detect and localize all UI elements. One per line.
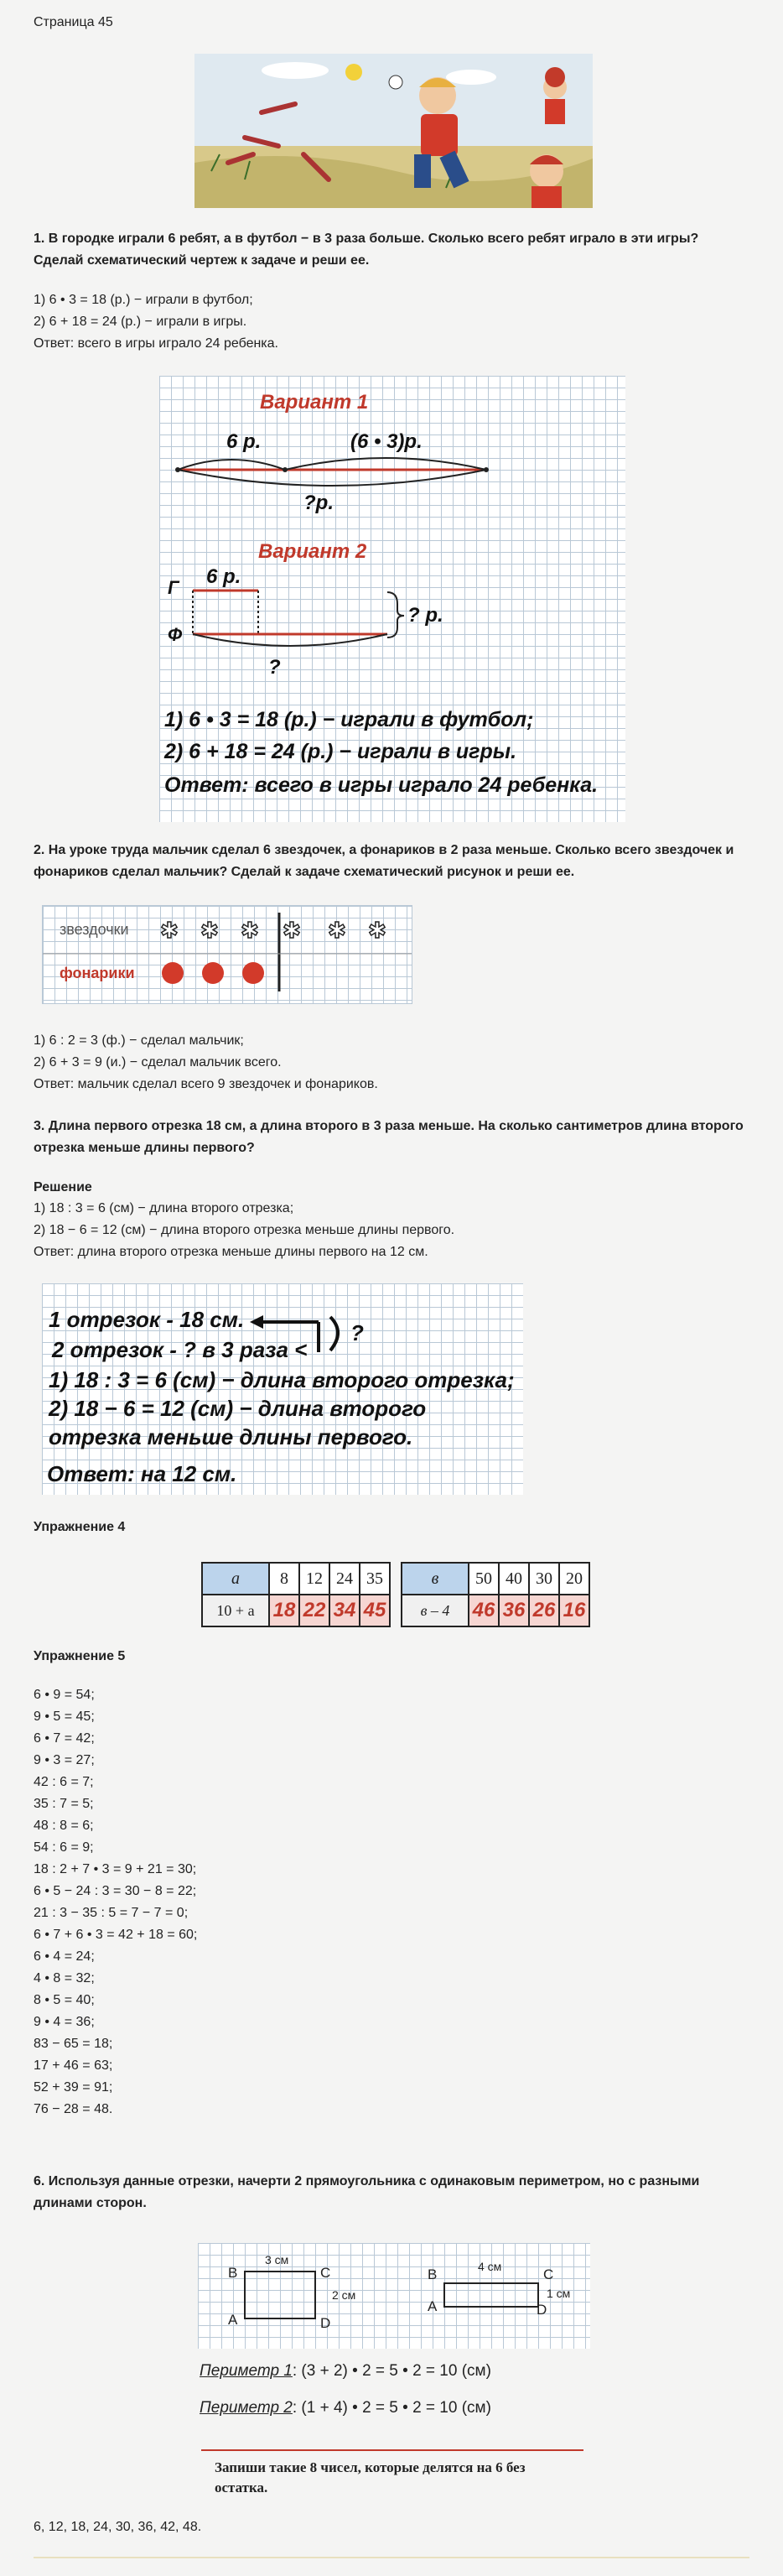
task6-rectangles [198, 2243, 590, 2349]
ex4-a-y1: 18 [269, 1595, 299, 1626]
ex5-line: 6 • 9 = 54; [34, 1688, 95, 1702]
ex5-line: 21 : 3 − 35 : 5 = 7 − 7 = 0; [34, 1906, 189, 1920]
task1-figure [159, 376, 625, 822]
rect1-vertex-c: C [320, 2265, 331, 2281]
ex4-a-y3: 34 [329, 1595, 360, 1626]
variant2-brace-question: ? р. [407, 604, 443, 627]
ex4-a-row-label: 10 + а [202, 1595, 269, 1626]
star-icon: ✱ [368, 919, 386, 944]
rect1-top-length: 3 см [265, 2253, 289, 2266]
ex4-b-y3: 26 [529, 1595, 559, 1626]
task3-line-1: 1) 18 : 3 = 6 (см) − длина второго отрезка; [34, 1201, 294, 1215]
variant1-title: Вариант 1 [260, 391, 369, 414]
ex5-line: 48 : 8 = 6; [34, 1819, 94, 1833]
ex4-b-row-label: в – 4 [402, 1595, 469, 1626]
task2-line-3: Ответ: мальчик сделал всего 9 звездочек и фонариков. [34, 1077, 378, 1091]
task2-schematic [43, 906, 412, 1003]
task3-fig-line-4: 2) 18 − 6 = 12 (см) − длина второго [49, 1396, 427, 1421]
ex5-line: 9 • 3 = 27; [34, 1753, 95, 1767]
variant2-g-label: Г [168, 577, 179, 598]
rect1-vertex-a: A [228, 2312, 238, 2328]
ex4-a-y4: 45 [360, 1595, 390, 1626]
variant2-top-length: 6 р. [206, 565, 241, 588]
variant2-f-label: Ф [168, 624, 183, 645]
star-icon: ✱ [241, 919, 259, 944]
rect1-vertex-b: B [228, 2265, 238, 2281]
ex5-list [34, 1684, 197, 2121]
ex4-a-x3: 24 [329, 1563, 360, 1595]
rect2-vertex-d: D [537, 2302, 547, 2318]
footer-divider [34, 2557, 749, 2558]
ex4-b-y1: 46 [469, 1595, 499, 1626]
ex5-title: Упражнение 5 [34, 1649, 126, 1663]
task1-fig-sol-2: 2) 6 + 18 = 24 (р.) − играли в игры. [164, 740, 517, 763]
task3-fig-question: ? [350, 1320, 364, 1345]
ex5-line: 18 : 2 + 7 • 3 = 9 + 21 = 30; [34, 1862, 197, 1876]
star-icon: ✱ [283, 919, 301, 944]
lantern-icon [202, 962, 224, 984]
lantern-icon [242, 962, 264, 984]
task3-question: 3. Длина первого отрезка 18 см, а длина второго в 3 раза меньше. На сколько сантиметров длина второго отрезка меньше длины первого? [34, 1119, 744, 1155]
task1-question: 1. В городке играли 6 ребят, а в футбол − в 3 раза больше. Сколько всего ребят играло в эти игры? Сделай схематический чертеж к задаче и реши ее. [34, 232, 699, 268]
task2-line-2: 2) 6 + 3 = 9 (и.) − сделал мальчик всего. [34, 1055, 282, 1069]
ex5-line: 54 : 6 = 9; [34, 1840, 94, 1855]
variant1-seg1-label: 6 р. [226, 430, 262, 453]
task2-solution [34, 1030, 378, 1095]
task3-solution-label: Решение [34, 1180, 92, 1194]
rect2-vertex-a: A [428, 2298, 438, 2314]
ex4-b-x2: 40 [499, 1563, 529, 1595]
task3-fig-line-5: отрезка меньше длины первого. [49, 1424, 413, 1449]
ex5-line: 35 : 7 = 5; [34, 1797, 94, 1811]
rect1-side-length: 2 см [332, 2288, 356, 2302]
ex4-a-x4: 35 [360, 1563, 390, 1595]
variant1-total-label: ?р. [303, 492, 334, 514]
rect2-vertex-c: C [543, 2266, 554, 2282]
ex5-line: 8 • 5 = 40; [34, 1993, 95, 2007]
ex5-line: 17 + 46 = 63; [34, 2058, 113, 2073]
ex5-line: 42 : 6 = 7; [34, 1775, 94, 1789]
rect2-vertex-b: B [428, 2266, 438, 2282]
ex5-line: 76 − 28 = 48. [34, 2102, 113, 2116]
perimeter-1-expr: : (3 + 2) • 2 = 5 • 2 = 10 (см) [292, 2362, 491, 2380]
task6-figure [198, 2243, 590, 2349]
ex4-table-b [401, 1562, 590, 1627]
task3-solution [34, 1198, 454, 1263]
task3-line-2: 2) 18 − 6 = 12 (см) − длина второго отрезка меньше длины первого. [34, 1223, 455, 1237]
ex4-b-y2: 36 [499, 1595, 529, 1626]
perimeter-1 [200, 2362, 491, 2381]
ex5-line: 6 • 4 = 24; [34, 1949, 95, 1964]
illustration-kids-football [194, 54, 593, 208]
ex4-b-head: в [402, 1563, 469, 1595]
lanterns-row-label: фонарики [60, 965, 135, 981]
task2-figure [42, 905, 412, 1004]
task1-schematic [159, 376, 625, 695]
ex5-line: 6 • 7 + 6 • 3 = 42 + 18 = 60; [34, 1928, 198, 1942]
ex5-line: 4 • 8 = 32; [34, 1971, 95, 1985]
ex5-line: 83 − 65 = 18; [34, 2037, 113, 2051]
task1-fig-answer: Ответ: всего в игры играло 24 ребенка. [164, 773, 599, 797]
lantern-icon [162, 962, 184, 984]
task1-fig-sol-1: 1) 6 • 3 = 18 (р.) − играли в футбол; [164, 708, 534, 731]
rect2-side-length: 1 см [547, 2287, 571, 2300]
ex5-line: 6 • 5 − 24 : 3 = 30 − 8 = 22; [34, 1884, 197, 1898]
star-icon: ✱ [328, 919, 346, 944]
task6-answer: 6, 12, 18, 24, 30, 36, 42, 48. [34, 2520, 202, 2534]
ex5-line: 9 • 5 = 45; [34, 1710, 95, 1724]
ex5-line: 6 • 7 = 42; [34, 1731, 95, 1746]
ex4-a-x2: 12 [299, 1563, 329, 1595]
ex5-line: 52 + 39 = 91; [34, 2080, 113, 2095]
perimeter-2 [200, 2399, 491, 2417]
ex4-a-x1: 8 [269, 1563, 299, 1595]
task2-question: 2. На уроке труда мальчик сделал 6 звездочек, а фонариков в 2 раза меньше. Сколько всего звездочек и фонариков сделал мальчик? Сделай к задаче схематический рисунок и реши ее. [34, 843, 734, 879]
task3-fig-line-2: 2 отрезок - ? в 3 раза < [52, 1337, 308, 1362]
task3-line-3: Ответ: длина второго отрезка меньше длины первого на 12 см. [34, 1245, 428, 1259]
variant2-bottom-question: ? [268, 656, 281, 679]
perimeter-2-expr: : (1 + 4) • 2 = 5 • 2 = 10 (см) [292, 2399, 491, 2417]
ex4-b-x3: 30 [529, 1563, 559, 1595]
rect1-vertex-d: D [320, 2315, 331, 2331]
task6-box-text: Запиши такие 8 чисел, которые делятся на 6 без остатка. [215, 2459, 526, 2495]
task3-figure [42, 1283, 523, 1495]
task1-line-1: 1) 6 • 3 = 18 (р.) − играли в футбол; [34, 293, 253, 307]
task3-fig-answer: Ответ: на 12 см. [47, 1461, 237, 1486]
task6-question: 6. Используя данные отрезки, начерти 2 прямоугольника с одинаковым периметром, но с разными длинами сторон. [34, 2174, 700, 2210]
task1-line-2: 2) 6 + 18 = 24 (р.) − играли в игры. [34, 315, 247, 329]
ex4-b-x1: 50 [469, 1563, 499, 1595]
rect2-top-length: 4 см [478, 2260, 502, 2273]
variant2-title: Вариант 2 [258, 540, 367, 563]
perimeter-1-label: Периметр 1 [200, 2362, 293, 2380]
ex4-table-a [201, 1562, 391, 1627]
ex4-b-x4: 20 [559, 1563, 589, 1595]
task3-fig-line-1: 1 отрезок - 18 см. [49, 1307, 245, 1332]
perimeter-2-label: Периметр 2 [200, 2399, 293, 2417]
ex5-line: 9 • 4 = 36; [34, 2015, 95, 2029]
task6-box [201, 2449, 583, 2498]
star-icon: ✱ [160, 919, 179, 944]
star-icon: ✱ [200, 919, 219, 944]
page-title: Страница 45 [34, 15, 113, 29]
variant1-seg2-label: (6 • 3)р. [350, 430, 423, 453]
ex4-a-head: а [202, 1563, 269, 1595]
task1-line-3: Ответ: всего в игры играло 24 ребенка. [34, 336, 278, 351]
task3-fig-line-3: 1) 18 : 3 = 6 (см) − длина второго отрезка; [49, 1367, 515, 1392]
stars-row-label: звездочки [60, 921, 129, 938]
ex4-a-y2: 22 [299, 1595, 329, 1626]
ex4-title: Упражнение 4 [34, 1520, 126, 1534]
task1-solution [34, 289, 278, 355]
ex4-b-y4: 16 [559, 1595, 589, 1626]
task2-line-1: 1) 6 : 2 = 3 (ф.) − сделал мальчик; [34, 1033, 244, 1048]
